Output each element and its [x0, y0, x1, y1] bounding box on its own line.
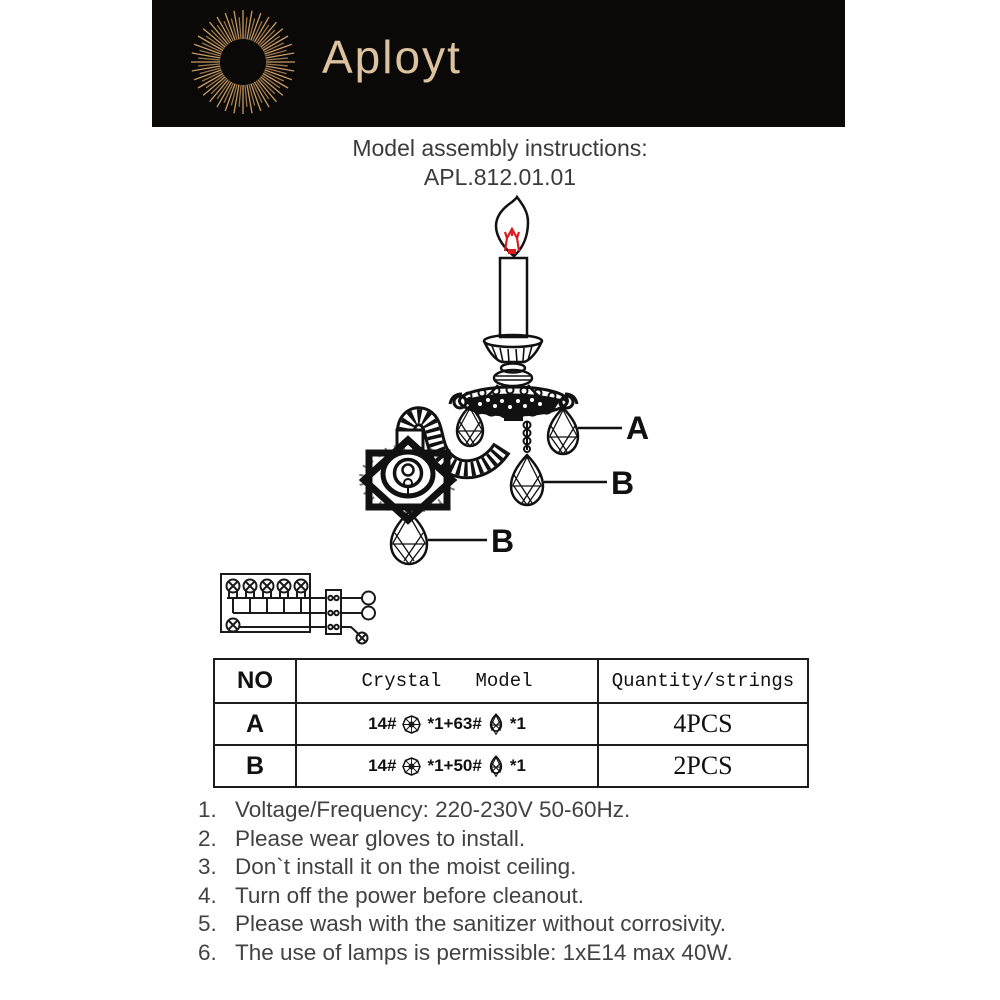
ground-terminal-symbol — [357, 633, 368, 644]
table-row — [215, 744, 807, 786]
wiring-diagram — [213, 562, 383, 657]
bead-chain — [524, 421, 531, 452]
crystal-count: *1 — [509, 756, 526, 775]
wire-terminal-2 — [362, 607, 375, 620]
page-title: Model assembly instructions: — [352, 135, 648, 161]
list-item: 6. The use of lamps is permissible: 1xE14 max 40W. — [198, 939, 733, 965]
sconce-assembly-diagram — [290, 192, 710, 572]
teardrop-crystal-icon — [488, 713, 504, 736]
brand-banner — [152, 0, 845, 127]
crystal-count: *1+63# — [427, 714, 482, 733]
list-item: 3. Don`t install it on the moist ceiling. — [198, 854, 577, 879]
flame-bulb-icon — [496, 197, 528, 256]
crystal-count: *1+50# — [427, 756, 482, 775]
label-b-bottom: B — [491, 523, 515, 559]
wire-terminal-1 — [362, 592, 375, 605]
candle-body — [500, 258, 527, 337]
list-item: 5. Please wash with the sanitizer without corrosivity. — [198, 911, 727, 936]
row-b-crystal-model — [295, 746, 597, 786]
row-b-no: B — [245, 751, 265, 780]
crystal-count: 14# — [368, 714, 397, 733]
terminal-block — [326, 590, 341, 634]
ground-lamp-symbol — [227, 619, 240, 632]
round-crystal-icon — [402, 715, 421, 734]
row-b-quantity: 2PCS — [597, 746, 807, 786]
table-header-row — [215, 660, 807, 702]
teardrop-crystal-icon — [488, 755, 504, 778]
row-a-no: A — [245, 709, 265, 738]
header-crystal-model: Crystal Model — [295, 660, 597, 702]
round-crystal-icon — [402, 757, 421, 776]
crystal-count: *1 — [509, 714, 526, 733]
model-number: APL.812.01.01 — [423, 164, 577, 190]
starburst-and-rays-decoration — [152, 0, 845, 127]
lamp-symbols — [227, 580, 308, 599]
list-item: 1. Voltage/Frequency: 220-230V 50-60Hz. — [198, 797, 631, 822]
crystal-count: 14# — [368, 756, 397, 775]
brand-logo-text: Aployt — [322, 31, 462, 83]
label-b-right: B — [611, 465, 635, 501]
candle — [496, 197, 528, 337]
header-no: NO — [237, 667, 273, 694]
teardrop-crystal-b-right — [511, 455, 543, 505]
callouts — [428, 410, 649, 559]
list-item: 2. Please wear gloves to install. — [198, 825, 526, 851]
header-quantity: Quantity/strings — [597, 660, 807, 702]
table-row — [215, 702, 807, 744]
row-a-quantity: 4PCS — [597, 704, 807, 744]
list-item: 4. Turn off the power before cleanout. — [198, 882, 584, 908]
label-a: A — [626, 410, 650, 446]
crystal-spec-table — [213, 658, 809, 788]
title-block — [0, 134, 1000, 191]
row-a-crystal-model — [295, 704, 597, 744]
instructions-list — [198, 796, 848, 967]
